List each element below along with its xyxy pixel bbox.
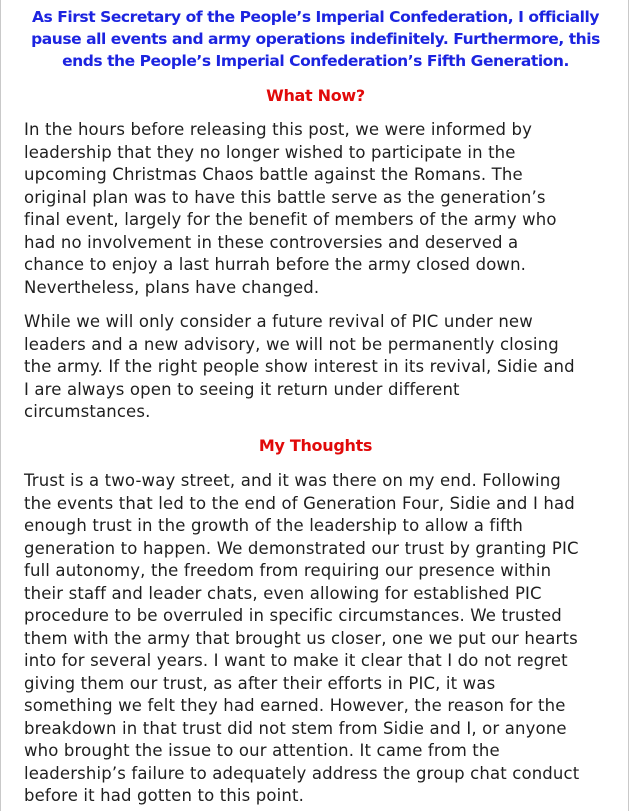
- text-line: final event, largely for the benefit of members of the army who: [24, 210, 557, 229]
- text-line: leadership that they no longer wished to participate in the: [24, 142, 516, 162]
- text-line: chance to enjoy a last hurrah before the army closed down.: [24, 255, 527, 274]
- paragraph-what-now-1: [24, 119, 624, 299]
- text-line: into for several years. I want to make it clear that I do not regret: [24, 651, 568, 670]
- text-line: the army. If the right people show interest in its revival, Sidie and: [24, 357, 575, 376]
- text-line: them with the army that brought us closer, one we put our hearts: [24, 628, 578, 648]
- announcement-line: ends the People’s Imperial Confederation’s Fifth Generation.: [62, 52, 569, 70]
- text-line: something we felt they had earned. However, the reason for the: [24, 696, 566, 715]
- text-line: giving them our trust, as after their efforts in PIC, it was: [24, 673, 496, 693]
- text-line: their staff and leader chats, even allowing for established PIC: [24, 583, 542, 603]
- text-line: who brought the issue to our attention. It came from the: [24, 741, 500, 760]
- text-line: the events that led to the end of Generation Four, Sidie and I had: [24, 493, 575, 513]
- text-line: circumstances.: [24, 402, 151, 421]
- text-line: In the hours before releasing this post, we were informed by: [24, 120, 533, 139]
- announcement: [13, 6, 618, 72]
- text-line: original plan was to have this battle serve as the generation’s: [24, 187, 546, 207]
- paragraph-my-thoughts-1: [24, 470, 624, 808]
- text-line: upcoming Christmas Chaos battle against the Romans. The: [24, 165, 523, 184]
- text-line: leaders and a new advisory, we will not be permanently closing: [24, 334, 559, 354]
- text-line: Nevertheless, plans have changed.: [24, 277, 320, 297]
- section-heading-what-now: What Now?: [266, 86, 365, 105]
- text-line: before it had gotten to this point.: [24, 786, 305, 805]
- announcement-line: As First Secretary of the People’s Imperial Confederation, I officially: [31, 8, 600, 26]
- text-line: had no involvement in these controversies and deserved a: [24, 232, 519, 252]
- section-heading-my-thoughts: My Thoughts: [258, 436, 373, 455]
- paragraph-what-now-2: [24, 311, 624, 424]
- text-line: breakdown in that trust did not stem from Sidie and I, or anyone: [24, 718, 567, 738]
- text-line: full autonomy, the freedom from requiring our presence within: [24, 561, 552, 580]
- text-line: While we will only consider a future revival of PIC under new: [24, 312, 533, 331]
- text-line: Trust is a two-way street, and it was there on my end. Following: [24, 471, 561, 490]
- text-line: enough trust in the growth of the leadership to allow a fifth: [24, 516, 523, 535]
- text-line: generation to happen. We demonstrated our trust by granting PIC: [24, 538, 579, 558]
- text-line: leadership’s failure to adequately address the group chat conduct: [24, 763, 580, 783]
- announcement-line: pause all events and army operations indefinitely. Furthermore, this: [31, 30, 600, 48]
- text-line: I are always open to seeing it return under different: [24, 379, 460, 399]
- text-line: procedure to be overruled in specific circumstances. We trusted: [24, 606, 562, 625]
